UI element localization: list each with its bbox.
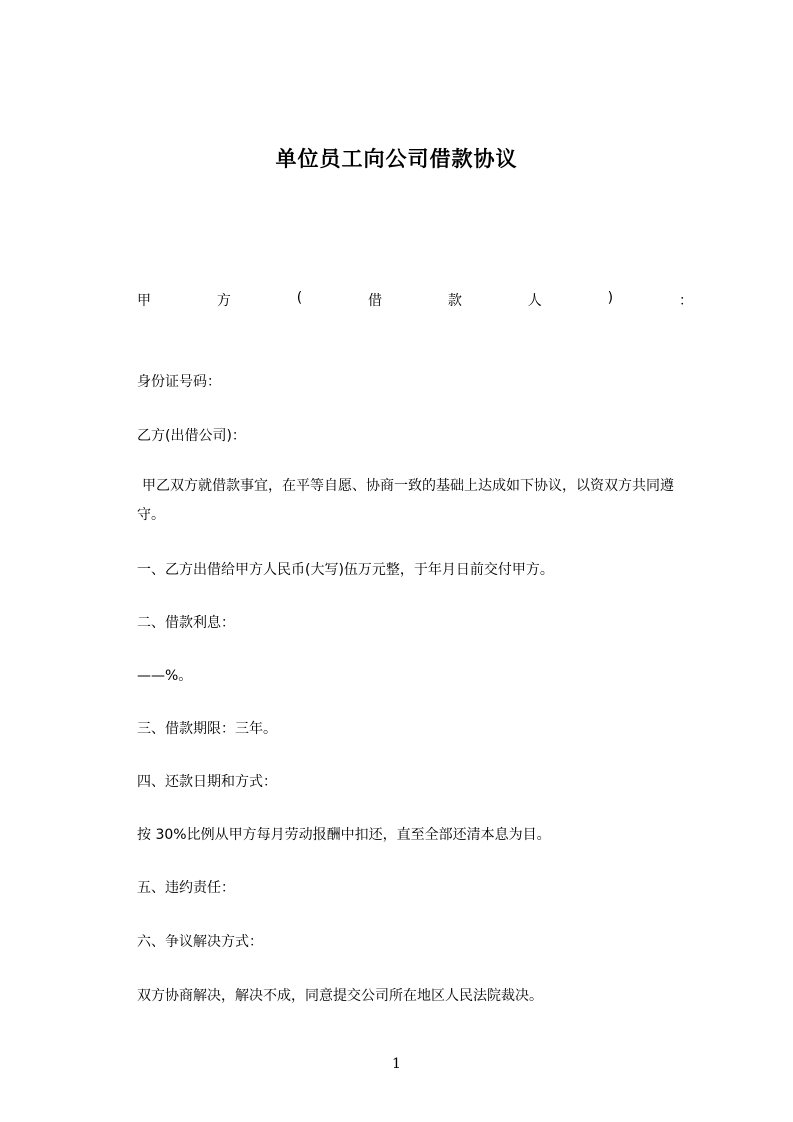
party-a-char: 借 bbox=[368, 293, 383, 309]
intro-paragraph: 甲乙双方就借款事宜，在平等自愿、协商一致的基础上达成如下协议，以资双方共同遵守。 bbox=[137, 478, 674, 523]
party-a-char: ( bbox=[296, 290, 303, 306]
party-a-char: ： bbox=[678, 293, 693, 309]
party-a-char: 人 bbox=[527, 293, 542, 309]
clause-4-heading: 四、还款日期和方式： bbox=[137, 774, 277, 790]
clause-2-body: ——%。 bbox=[137, 668, 193, 684]
party-a-char: 甲 bbox=[137, 293, 151, 309]
document-title: 单位员工向公司借款协议 bbox=[275, 147, 518, 171]
party-a-label bbox=[137, 290, 693, 310]
clause-2-heading: 二、借款利息： bbox=[137, 615, 235, 631]
clause-5-heading: 五、违约责任： bbox=[137, 880, 235, 896]
clause-1: 一、乙方出借给甲方人民币(大写)伍万元整，于年月日前交付甲方。 bbox=[137, 562, 554, 578]
page-number: 1 bbox=[392, 1056, 401, 1072]
clause-4-body: 按 30%比例从甲方每月劳动报酬中扣还，直至全部还清本息为目。 bbox=[137, 827, 551, 843]
party-b-label: 乙方(出借公司)： bbox=[137, 428, 246, 444]
clause-3: 三、借款期限：三年。 bbox=[137, 721, 277, 737]
clause-6-heading: 六、争议解决方式： bbox=[137, 934, 263, 950]
id-number-label: 身份证号码： bbox=[137, 374, 221, 390]
clause-6-body: 双方协商解决，解决不成，同意提交公司所在地区人民法院裁决。 bbox=[137, 988, 543, 1004]
party-a-char: 方 bbox=[216, 293, 231, 309]
party-a-char: ) bbox=[607, 290, 614, 306]
party-a-char: 款 bbox=[447, 293, 462, 309]
